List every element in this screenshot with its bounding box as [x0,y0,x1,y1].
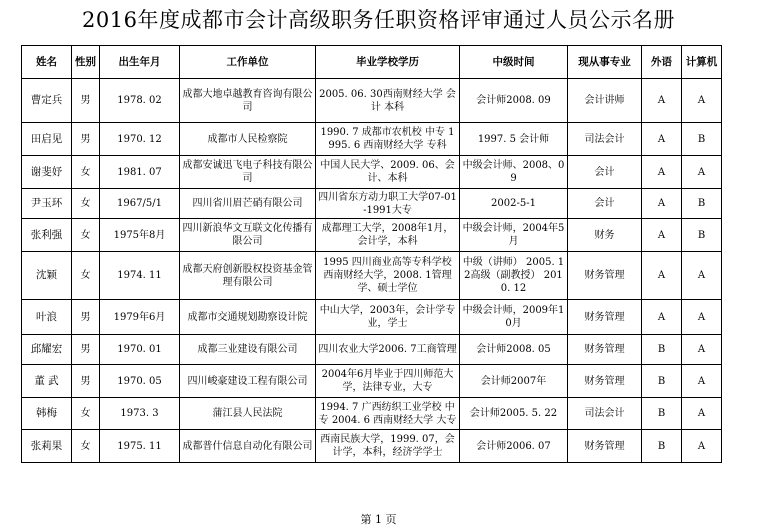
cell-computer: A [682,335,722,365]
cell-name: 沈颖 [22,252,72,300]
header-employer: 工作单位 [180,46,316,79]
header-computer: 计算机 [682,46,722,79]
cell-name: 田启见 [22,123,72,156]
cell-employer: 成都天府创新股权投资基金管理有限公司 [180,252,316,300]
cell-computer: B [682,189,722,219]
cell-birth: 1973. 3 [100,398,180,430]
cell-birth: 1981. 07 [100,156,180,189]
cell-employer: 四川峻豪建设工程有限公司 [180,365,316,398]
cell-mid-time: 中级（讲师） 2005. 12高级（副教授） 2010. 12 [460,252,568,300]
cell-name: 董 武 [22,365,72,398]
cell-education: 1994. 7 广西纺织工业学校 中专 2004. 6 西南财经大学 大专 [316,398,460,430]
table-row [22,398,722,430]
cell-computer: A [682,252,722,300]
cell-name: 叶浪 [22,300,72,335]
cell-birth: 1970. 05 [100,365,180,398]
cell-name: 尹玉环 [22,189,72,219]
cell-profession: 财务管理 [568,335,642,365]
cell-foreign: B [642,335,682,365]
cell-gender: 女 [72,430,100,463]
table-row [22,189,722,219]
cell-birth: 1978. 02 [100,79,180,123]
cell-foreign: A [642,219,682,252]
cell-name: 曹定兵 [22,79,72,123]
header-profession: 现从事专业 [568,46,642,79]
cell-name: 邱耀宏 [22,335,72,365]
table-row [22,335,722,365]
cell-education: 中国人民大学、2009. 06、会计、本科 [316,156,460,189]
cell-profession: 会计 [568,189,642,219]
cell-computer: A [682,430,722,463]
cell-foreign: A [642,79,682,123]
cell-gender: 男 [72,79,100,123]
cell-mid-time: 会计师2008. 05 [460,335,568,365]
cell-mid-time: 会计师2006. 07 [460,430,568,463]
cell-employer: 成都安诚迅飞电子科技有限公司 [180,156,316,189]
cell-birth: 1975年8月 [100,219,180,252]
header-gender: 性别 [72,46,100,79]
cell-gender: 男 [72,365,100,398]
cell-employer: 成都市人民检察院 [180,123,316,156]
page-number: 第 1 页 [360,513,397,526]
table-row [22,430,722,463]
cell-mid-time: 中级会计师，2009年10月 [460,300,568,335]
cell-gender: 女 [72,398,100,430]
cell-computer: A [682,79,722,123]
cell-education: 1990. 7 成都市农机校 中专 1995. 6 西南财经大学 专科 [316,123,460,156]
cell-profession: 财务管理 [568,430,642,463]
table-row [22,300,722,335]
header-birth: 出生年月 [100,46,180,79]
table-row [22,252,722,300]
cell-profession: 司法会计 [568,123,642,156]
cell-employer: 成都市交通规划勘察设计院 [180,300,316,335]
cell-education: 中山大学，2003年，会计学专业，学士 [316,300,460,335]
cell-computer: B [682,219,722,252]
table-row [22,123,722,156]
table-row [22,365,722,398]
cell-name: 张莉果 [22,430,72,463]
cell-education: 西南民族大学，1999. 07，会计学，本科，经济学学士 [316,430,460,463]
table-row [22,79,722,123]
cell-education: 1995 四川商业高等专科学校 西南财经大学，2008. 1管理学、硕士学位 [316,252,460,300]
cell-foreign: B [642,398,682,430]
cell-gender: 男 [72,123,100,156]
cell-education: 四川农业大学2006. 7工商管理 [316,335,460,365]
cell-education: 2005. 06. 30西南财经大学 会计 本科 [316,79,460,123]
cell-mid-time: 中级会计师、2008、09 [460,156,568,189]
table-row [22,219,722,252]
cell-gender: 女 [72,156,100,189]
cell-birth: 1970. 01 [100,335,180,365]
page-title: 2016年度成都市会计高级职务任职资格评审通过人员公示名册 [82,8,675,32]
cell-mid-time: 会计师2008. 09 [460,79,568,123]
cell-profession: 司法会计 [568,398,642,430]
cell-profession: 财务管理 [568,300,642,335]
header-education: 毕业学校学历 [316,46,460,79]
cell-profession: 会计 [568,156,642,189]
cell-computer: A [682,300,722,335]
cell-mid-time: 2002-5-1 [460,189,568,219]
cell-birth: 1974. 11 [100,252,180,300]
cell-foreign: A [642,189,682,219]
cell-employer: 蒲江县人民法院 [180,398,316,430]
cell-mid-time: 中级会计师，2004年5月 [460,219,568,252]
header-mid-time: 中级时间 [460,46,568,79]
cell-profession: 财务管理 [568,365,642,398]
cell-employer: 四川新浪华文互联文化传播有限公司 [180,219,316,252]
cell-name: 谢斐妤 [22,156,72,189]
cell-gender: 男 [72,300,100,335]
cell-employer: 成都三业建设有限公司 [180,335,316,365]
cell-birth: 1975. 11 [100,430,180,463]
cell-employer: 成都大地卓越教育咨询有限公司 [180,79,316,123]
table-row [22,156,722,189]
cell-foreign: B [642,430,682,463]
cell-education: 成都理工大学，2008年1月，会计学，本科 [316,219,460,252]
header-row [22,46,722,79]
cell-mid-time: 会计师2005. 5. 22 [460,398,568,430]
cell-employer: 四川省川眉芒硝有限公司 [180,189,316,219]
cell-profession: 财务 [568,219,642,252]
cell-employer: 成都普什信息自动化有限公司 [180,430,316,463]
cell-name: 韩梅 [22,398,72,430]
cell-gender: 女 [72,219,100,252]
roster-table [21,45,722,463]
cell-computer: A [682,156,722,189]
cell-foreign: B [642,365,682,398]
cell-mid-time: 会计师2007年 [460,365,568,398]
cell-computer: A [682,365,722,398]
cell-foreign: A [642,300,682,335]
cell-birth: 1979年6月 [100,300,180,335]
cell-foreign: A [642,252,682,300]
cell-computer: B [682,123,722,156]
cell-education: 2004年6月毕业于四川师范大学，法律专业，大专 [316,365,460,398]
cell-profession: 财务管理 [568,252,642,300]
cell-foreign: A [642,123,682,156]
cell-foreign: A [642,156,682,189]
header-foreign: 外语 [642,46,682,79]
cell-education: 四川省东方动力职工大学07-01-1991大专 [316,189,460,219]
cell-profession: 会计讲师 [568,79,642,123]
cell-computer: A [682,398,722,430]
header-name: 姓名 [22,46,72,79]
cell-gender: 女 [72,252,100,300]
cell-gender: 女 [72,189,100,219]
cell-birth: 1967/5/1 [100,189,180,219]
cell-name: 张利强 [22,219,72,252]
cell-mid-time: 1997. 5 会计师 [460,123,568,156]
cell-gender: 男 [72,335,100,365]
cell-birth: 1970. 12 [100,123,180,156]
